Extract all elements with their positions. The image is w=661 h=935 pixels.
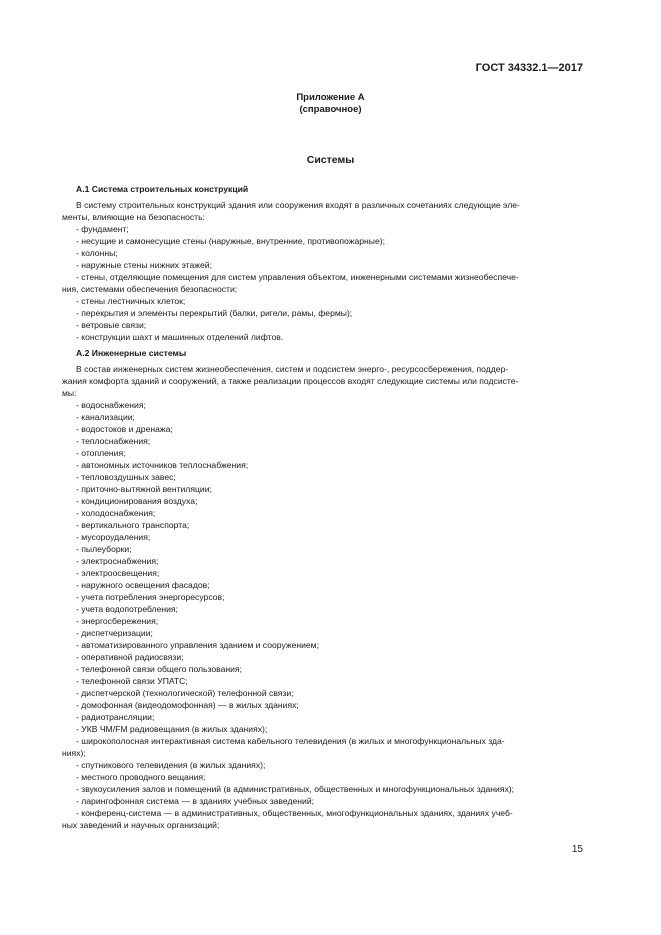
annex-title: Приложение А bbox=[296, 92, 365, 103]
list-item: - наружные стены нижних этажей; bbox=[76, 260, 212, 270]
list-item: - фундамент; bbox=[76, 224, 129, 234]
list-item: - звукоусиления залов и помещений (в административных, общественных и многофункциональных зданиях); bbox=[76, 784, 515, 794]
a1-heading: А.1 Система строительных конструкций bbox=[76, 184, 249, 194]
list-item: - широкополосная интерактивная система кабельного телевидения (в жилых и многофункциональных зда- bbox=[76, 736, 505, 746]
list-item: - учета водопотребления; bbox=[76, 604, 178, 614]
standard-code: ГОСТ 34332.1—2017 bbox=[475, 62, 583, 74]
list-item: - тепловоздушных завес; bbox=[76, 472, 176, 482]
list-item: - ларингофонная система — в зданиях учебных заведений; bbox=[76, 796, 315, 806]
list-item: - радиотрансляции; bbox=[76, 712, 155, 722]
list-item: - телефонной связи общего пользования; bbox=[76, 664, 242, 674]
document-body bbox=[62, 183, 584, 831]
list-item: - оперативной радиосвязи; bbox=[76, 652, 184, 662]
list-item: - мусороудаления; bbox=[76, 532, 151, 542]
list-item: - водостоков и дренажа; bbox=[76, 424, 173, 434]
list-item: - приточно-вытяжной вентиляции; bbox=[76, 484, 212, 494]
annex-heading bbox=[0, 92, 661, 116]
list-item: - спутникового телевидения (в жилых зданиях); bbox=[76, 760, 266, 770]
list-item: - электроосвещения; bbox=[76, 568, 160, 578]
a2-intro-line: мы: bbox=[62, 388, 77, 398]
a2-intro-line: В состав инженерных систем жизнеобеспечения, систем и подсистем энерго-, ресурсосбережения, поддер- bbox=[76, 364, 509, 374]
list-item: - диспетчерской (технологической) телефонной связи; bbox=[76, 688, 294, 698]
list-item-continuation: ниях); bbox=[62, 748, 86, 758]
list-item-continuation: ния, системами обеспечения безопасности; bbox=[62, 284, 238, 294]
list-item: - канализации; bbox=[76, 412, 135, 422]
list-item: - диспетчеризации; bbox=[76, 628, 153, 638]
list-item: - конференц-система — в административных, общественных, многофункциональных зданиях, зданиях учеб- bbox=[76, 808, 513, 818]
a1-intro-line: менты, влияющие на безопасность: bbox=[62, 212, 205, 222]
list-item: - телефонной связи УПАТС; bbox=[76, 676, 188, 686]
list-item: - кондиционирования воздуха; bbox=[76, 496, 198, 506]
list-item: - отопления; bbox=[76, 448, 126, 458]
list-item: - ветровые связи; bbox=[76, 320, 147, 330]
a2-heading: А.2 Инженерные системы bbox=[76, 348, 187, 358]
list-item: - энергосбережения; bbox=[76, 616, 159, 626]
a2-intro-line: жания комфорта зданий и сооружений, а также реализации процессов входят следующие системы или подсисте- bbox=[62, 376, 519, 386]
list-item: - наружного освещения фасадов; bbox=[76, 580, 210, 590]
annex-subtitle: (справочное) bbox=[299, 104, 362, 115]
list-item: - стены, отделяющие помещения для систем управления объектом, инженерными системами жизнеобеспече- bbox=[76, 272, 519, 282]
list-item: - перекрытия и элементы перекрытий (балки, ригели, рамы, фермы); bbox=[76, 308, 353, 318]
list-item: - учета потребления энергоресурсов; bbox=[76, 592, 225, 602]
page-number: 15 bbox=[571, 844, 583, 855]
list-item: - электроснабжения; bbox=[76, 556, 159, 566]
list-item: - автоматизированного управления зданием и сооружением; bbox=[76, 640, 319, 650]
list-item: - колонны; bbox=[76, 248, 118, 258]
list-item: - пылеуборки; bbox=[76, 544, 132, 554]
list-item: - несущие и самонесущие стены (наружные, внутренние, противопожарные); bbox=[76, 236, 385, 246]
list-item: - водоснабжения; bbox=[76, 400, 146, 410]
list-item: - местного проводного вещания; bbox=[76, 772, 206, 782]
list-item: - холодоснабжения; bbox=[76, 508, 156, 518]
list-item: - вертикального транспорта; bbox=[76, 520, 190, 530]
list-item-continuation: ных заведений и научных организаций; bbox=[62, 820, 220, 830]
list-item: - конструкции шахт и машинных отделений лифтов. bbox=[76, 332, 284, 342]
list-item: - стены лестничных клеток; bbox=[76, 296, 186, 306]
list-item: - автономных источников теплоснабжения; bbox=[76, 460, 249, 470]
list-item: - УКВ ЧМ/FM радиовещания (в жилых зданиях); bbox=[76, 724, 268, 734]
a1-intro-line: В систему строительных конструкций здания или сооружения входят в различных сочетаниях следующие эле- bbox=[76, 200, 520, 210]
list-item: - теплоснабжения; bbox=[76, 436, 151, 446]
list-item: - домофонная (видеодомофонная) — в жилых зданиях; bbox=[76, 700, 299, 710]
section-title: Системы bbox=[306, 154, 355, 166]
